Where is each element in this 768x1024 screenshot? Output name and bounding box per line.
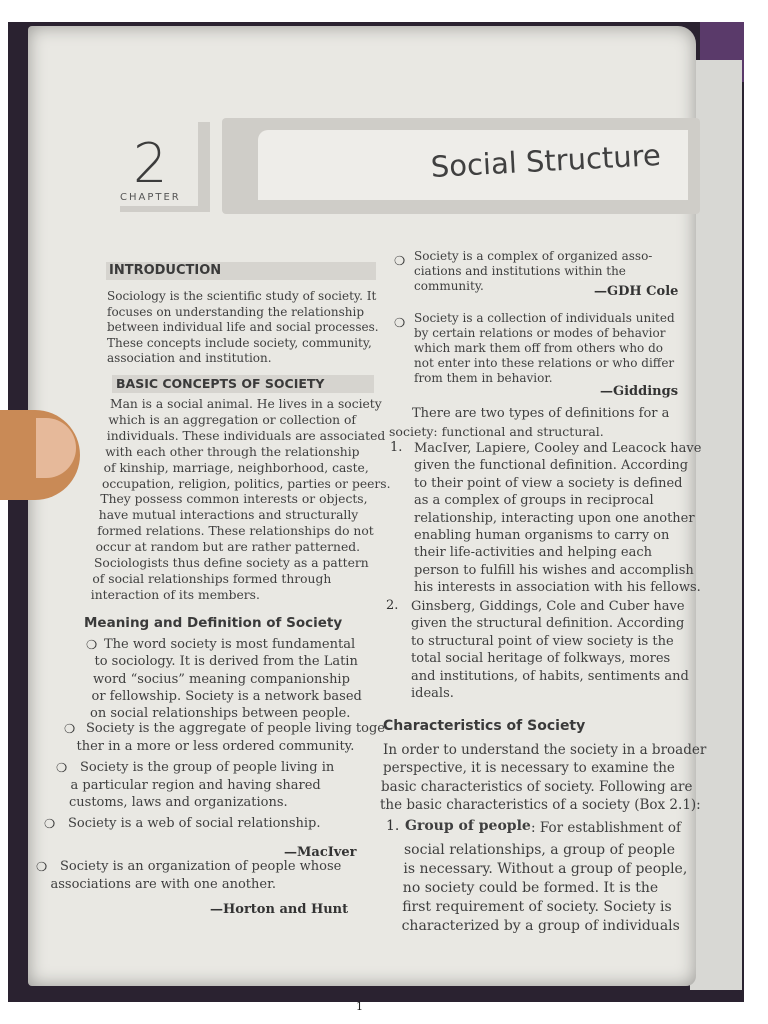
types-item-line: total social heritage of folkways, mores — [411, 651, 671, 667]
bullet-icon: ❍ — [394, 253, 406, 268]
char-line: the basic characteristics of a society (Box 2.1): — [380, 797, 701, 814]
right-def-line: not enter into these relations or who differ — [414, 355, 675, 370]
meaning-line: Society is the aggregate of people living toge- — [86, 721, 390, 736]
meaning-line: The word society is most fundamental — [104, 637, 356, 652]
types-line: There are two types of definitions for a — [412, 406, 670, 421]
types-item-line: given the structural definition. According — [411, 616, 685, 632]
definition-attribution: —GDH Cole — [594, 284, 679, 299]
basic-line: They possess common interests or objects, — [100, 492, 368, 507]
basic-line: interaction of its members. — [90, 587, 260, 602]
chapter-number: 2 — [133, 132, 168, 195]
char-line: perspective, it is necessary to examine the — [383, 760, 675, 777]
types-line: society: functional and structural. — [389, 424, 604, 439]
right-def-line: community. — [414, 278, 484, 293]
basic-line: occur at random but are rather patterned. — [95, 540, 361, 555]
right-def-line: Society is a collection of individuals united — [414, 311, 675, 325]
meaning-line: word “socius” meaning companionship — [93, 671, 350, 687]
top-margin — [0, 0, 768, 22]
meaning-line: a particular region and having shared — [70, 777, 321, 793]
bullet-icon: ❍ — [64, 721, 76, 736]
basic-concepts-heading: BASIC CONCEPTS OF SOCIETY — [116, 376, 325, 391]
meaning-heading: Meaning and Definition of Society — [84, 615, 343, 631]
chapter-rule-bottom — [120, 206, 210, 212]
right-def-line: which mark them off from others who do — [414, 340, 663, 355]
char-item-line: no society could be formed. It is the — [402, 880, 659, 896]
right-def-line: from them in behavior. — [414, 370, 553, 385]
types-item-line: MacIver, Lapiere, Cooley and Leacock have — [414, 441, 702, 456]
types-item-line: to their point of view a society is defined — [414, 475, 683, 491]
char-item-line: characterized by a group of individuals — [401, 918, 680, 934]
list-number: 2. — [386, 598, 399, 613]
basic-line: with each other through the relationship — [105, 444, 360, 459]
list-number: 1. — [390, 440, 403, 455]
types-item-line: person to fulfill his wishes and accomplish — [414, 562, 694, 578]
types-item-line: enabling human organisms to carry on — [414, 528, 670, 543]
types-item-line: Ginsberg, Giddings, Cole and Cuber have — [411, 599, 685, 614]
basic-line: Man is a social animal. He lives in a society — [110, 397, 382, 411]
bullet-icon: ❍ — [44, 816, 56, 831]
char-line: basic characteristics of society. Following are — [381, 778, 693, 795]
characteristics-heading: Characteristics of Society — [383, 718, 586, 734]
char-item-line: first requirement of society. Society is — [402, 899, 672, 915]
bullet-icon: ❍ — [36, 859, 48, 874]
meaning-line: on social relationships between people. — [90, 706, 351, 722]
types-item-line: his interests in association with his fellows. — [414, 580, 701, 596]
meaning-line: or fellowship. Society is a network based — [91, 688, 362, 704]
introduction-heading: INTRODUCTION — [109, 263, 222, 278]
bullet-icon: ❍ — [394, 315, 406, 330]
basic-line: have mutual interactions and structurally — [98, 508, 359, 523]
types-item-line: as a complex of groups in reciprocal — [414, 493, 654, 509]
chapter-title: Social Structure — [430, 137, 662, 184]
basic-line: formed relations. These relationships do not — [97, 524, 374, 539]
meaning-line: ther in a more or less ordered community. — [76, 738, 355, 754]
intro-line: between individual life and social processes. — [107, 320, 379, 334]
intro-line: Sociology is the scientific study of society. It — [107, 289, 377, 303]
meaning-line: Society is an organization of people whose — [60, 859, 342, 874]
meaning-line: Society is a web of social relationship. — [68, 816, 321, 831]
meaning-line: Society is the group of people living in — [80, 760, 335, 775]
types-item-line: and institutions, of habits, sentiments and — [411, 668, 689, 684]
basic-line: of kinship, marriage, neighborhood, caste, — [103, 460, 369, 475]
types-item-line: relationship, interacting upon one another — [414, 510, 695, 526]
meaning-line: customs, laws and organizations. — [69, 795, 288, 811]
page-number: 1 — [356, 1000, 363, 1013]
basic-line: which is an aggregation or collection of — [108, 412, 356, 427]
char-line: In order to understand the society in a broader — [383, 742, 707, 758]
char-item-line: is necessary. Without a group of people, — [403, 861, 688, 877]
list-number: 1. — [386, 818, 400, 834]
chapter-rule — [198, 122, 210, 210]
definition-attribution: —MacIver — [284, 845, 357, 860]
types-item-line: to structural point of view society is the — [411, 633, 674, 649]
bullet-icon: ❍ — [86, 637, 98, 652]
char-item-line: : For establishment of — [531, 820, 681, 836]
intro-line: association and institution. — [107, 351, 272, 365]
meaning-line: associations are with one another. — [50, 876, 276, 892]
intro-line: focuses on understanding the relationship — [107, 304, 365, 319]
basic-line: occupation, religion, politics, parties or peers. — [102, 476, 391, 491]
types-item-line: given the functional definition. According — [414, 458, 689, 474]
right-def-line: Society is a complex of organized asso- — [414, 249, 653, 263]
right-def-line: by certain relations or modes of behavior — [414, 325, 666, 340]
definition-attribution: —Giddings — [600, 384, 679, 399]
types-item-line: ideals. — [411, 686, 454, 701]
char-term: Group of people — [405, 818, 531, 834]
basic-line: Sociologists thus define society as a pattern — [94, 556, 369, 570]
intro-line: These concepts include society, community, — [107, 335, 372, 350]
meaning-line: to sociology. It is derived from the Latin — [94, 654, 358, 670]
bullet-icon: ❍ — [56, 760, 68, 775]
chapter-label: CHAPTER — [120, 192, 181, 203]
basic-line: of social relationships formed through — [92, 571, 332, 586]
definition-attribution: —Horton and Hunt — [210, 902, 349, 917]
basic-line: individuals. These individuals are associated — [106, 428, 386, 443]
char-item-line: social relationships, a group of people — [404, 842, 676, 858]
types-item-line: their life-activities and helping each — [414, 545, 653, 561]
right-def-line: ciations and institutions within the — [414, 263, 626, 278]
